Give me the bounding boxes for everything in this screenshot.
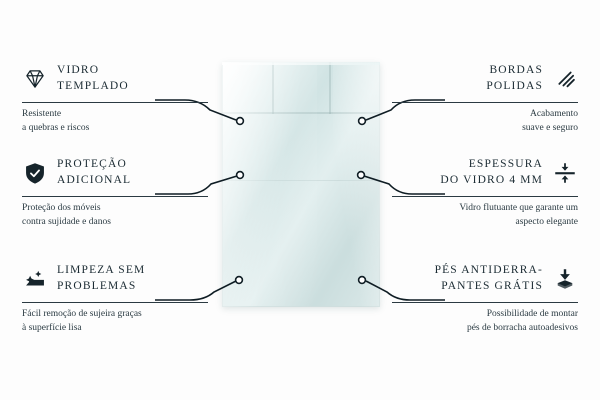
feature-title (435, 263, 543, 294)
feature-description-line: Proteção dos móveis (22, 203, 101, 213)
feature-title (440, 157, 543, 188)
feature-heading (392, 62, 578, 96)
divider (392, 196, 578, 197)
divider (392, 302, 578, 303)
feature-heading (392, 156, 578, 190)
polished-edges-icon (552, 66, 578, 92)
divider (392, 102, 578, 103)
diamond-icon (22, 66, 48, 92)
feature-description-line: aspecto elegante (515, 216, 578, 227)
feature-description-line: suave e seguro (522, 122, 578, 133)
feature-title (57, 263, 145, 294)
feature-title-line: TEMPLADO (57, 80, 129, 92)
feature-description-line: pés de borracha autoadesivos (466, 322, 578, 333)
feature-title-line: PROTEÇÃO (57, 158, 127, 171)
feature-title-line: LIMPEZA SEM (57, 264, 146, 277)
rubber-foot-icon (552, 266, 578, 292)
feature-description-line: Acabamento (529, 109, 578, 119)
feature-description (22, 108, 208, 136)
feature-title-line: DO VIDRO 4 MM (440, 174, 543, 186)
feature-description-line: Possibilidade de montar (486, 309, 578, 319)
feature-heading (392, 262, 578, 296)
divider (22, 302, 208, 303)
thickness-arrows-icon (552, 160, 578, 186)
feature-description-line: Resistente (22, 109, 62, 119)
feature-description (22, 308, 208, 336)
feature-title (57, 157, 131, 188)
feature-title-line: ESPESSURA (468, 158, 543, 171)
feature-title-line: PROBLEMAS (57, 280, 137, 292)
feature-title-line: VIDRO (57, 64, 100, 77)
feature-description-line: contra sujidade e danos (22, 216, 111, 227)
feature-bordas-polidas (392, 62, 578, 136)
feature-title-line: POLIDAS (486, 80, 543, 92)
feature-description-line: Vidro flutuante que garante um (459, 203, 578, 213)
feature-heading (22, 262, 208, 296)
sparkle-cloth-icon (22, 266, 48, 292)
feature-description-line: a quebras e riscos (22, 122, 90, 133)
divider (22, 102, 208, 103)
feature-description (22, 202, 208, 230)
feature-title (486, 63, 543, 94)
divider (22, 196, 208, 197)
feature-description-line: à superfície lisa (22, 322, 82, 333)
shield-check-icon (22, 160, 48, 186)
feature-description (392, 202, 578, 230)
feature-protecao-adicional (22, 156, 208, 230)
feature-espessura-do-vidro (392, 156, 578, 230)
feature-description (392, 308, 578, 336)
feature-description (392, 108, 578, 136)
feature-title (57, 63, 129, 94)
feature-title-line: PANTES GRÁTIS (441, 280, 543, 292)
feature-title-line: BORDAS (489, 64, 543, 77)
feature-title-line: ADICIONAL (57, 174, 132, 186)
feature-limpeza-sem-problemas (22, 262, 208, 336)
feature-heading (22, 156, 208, 190)
feature-title-line: PÉS ANTIDERRA- (434, 264, 543, 277)
feature-description-line: Fácil remoção de sujeira graças (22, 309, 142, 319)
feature-pes-antiderrapantes (392, 262, 578, 336)
feature-heading (22, 62, 208, 96)
feature-vidro-temperado (22, 62, 208, 136)
